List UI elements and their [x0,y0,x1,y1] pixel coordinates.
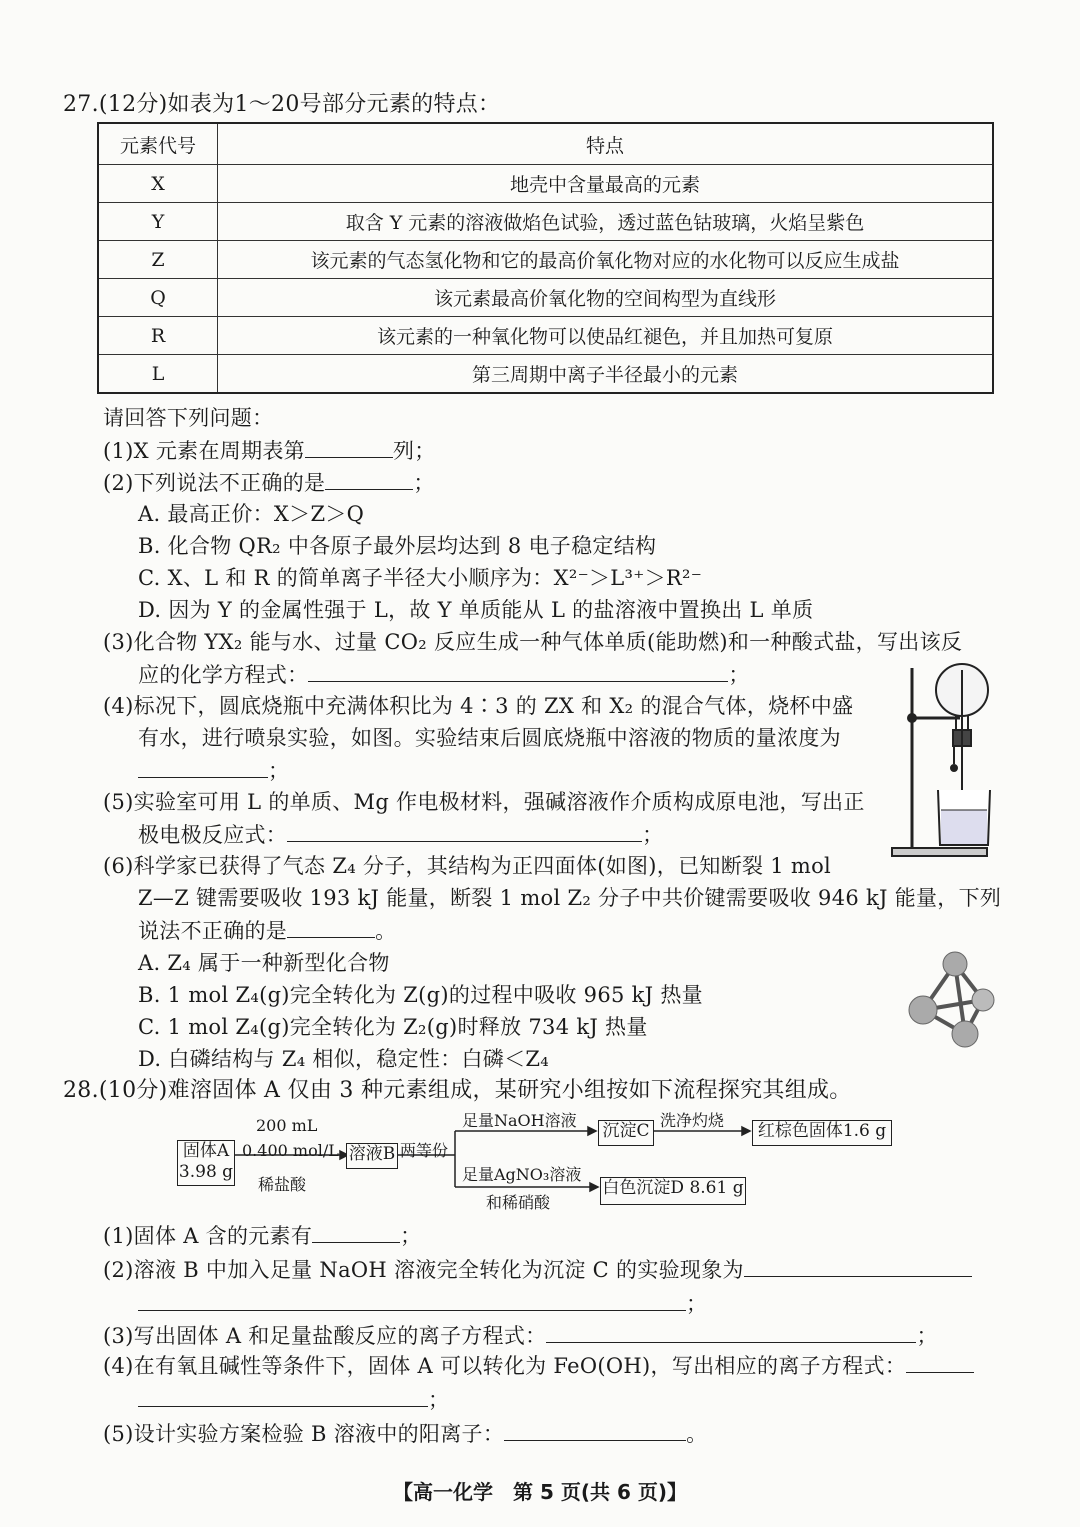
table-cell: L [98,355,218,394]
table-row [98,165,993,203]
q27-part1: (1)X 元素在周期表第 列； [103,439,436,463]
q28-part3: (3)写出固体 A 和足量盐酸反应的离子方程式： ； [103,1324,938,1348]
q28-part1: (1)固体 A 含的元素有 ； [103,1224,422,1248]
flow-box-solid-a: 固体A 3.98 g [177,1140,235,1186]
answer-blank[interactable] [138,1290,686,1311]
answer-blank[interactable] [312,1222,400,1243]
q27-part4-line3: ； [138,757,289,784]
q27-part3-line2: 应的化学方程式： ； [138,663,750,687]
q27-part6-line1: (6)科学家已获得了气态 Z₄ 分子，其结构为正四面体(如图)，已知断裂 1 mol [103,854,832,878]
flow-label-nitric: 和稀硝酸 [486,1193,551,1212]
q28-header: 28.(10分)难溶固体 A 仅由 3 种元素组成，某研究小组按如下流程探究其组成。 [63,1078,852,1103]
answer-blank[interactable] [308,661,728,682]
q27-part4-line2: 有水，进行喷泉实验，如图。实验结束后圆底烧瓶中溶液的物质的量浓度为 [138,726,841,750]
q27-header: 27.(12分)如表为1～20号部分元素的特点： [63,92,501,117]
element-table [97,122,994,394]
flow-box-red-solid: 红棕色固体1.6 g [752,1120,892,1146]
answer-blank[interactable] [287,821,642,842]
answer-blank[interactable] [138,1386,428,1407]
q27-part6-line2: Z—Z 键需要吸收 193 kJ 能量，断裂 1 mol Z₂ 分子中共价键需要吸收 946 kJ 能量，下列 [138,886,1002,910]
table-header-cell: 特点 [218,123,994,165]
table-cell: 该元素的一种氧化物可以使品红褪色，并且加热可复原 [218,317,994,355]
table-cell: X [98,165,218,203]
answer-blank[interactable] [504,1420,686,1441]
answer-blank[interactable] [546,1322,916,1343]
flow-label-acid-name: 稀盐酸 [258,1175,307,1194]
answer-blank[interactable] [906,1352,974,1373]
q27-part4-line1: (4)标况下，圆底烧瓶中充满体积比为 4∶3 的 ZX 和 X₂ 的混合气体，烧杯中盛 [103,694,854,718]
table-cell: 地壳中含量最高的元素 [218,165,994,203]
answer-blank[interactable] [287,917,375,938]
table-cell: 该元素的气态氢化物和它的最高价氧化物对应的水化物可以反应生成盐 [218,241,994,279]
table-cell: R [98,317,218,355]
q27-prompt: 请回答下列问题： [103,406,274,430]
table-row [98,241,993,279]
answer-blank[interactable] [744,1256,972,1277]
answer-blank[interactable] [305,437,393,458]
q27-part5-line2: 极电极反应式： ； [138,823,664,847]
table-row [98,203,993,241]
q27-p6-option-b: B. 1 mol Z₄(g)完全转化为 Z(g)的过程中吸收 965 kJ 热量 [138,983,703,1007]
page-footer: 【高一化学 第 5 页(共 6 页)】 [393,1480,687,1504]
q28-part2-line2: ； [138,1290,707,1317]
table-header-row [98,123,993,165]
q28-part4-line2: ； [138,1386,449,1413]
answer-blank[interactable] [138,757,268,778]
flow-label-split: 两等份 [400,1141,449,1160]
flow-box-solution-b: 溶液B [346,1143,398,1169]
table-cell: Q [98,279,218,317]
answer-blank[interactable] [325,469,413,490]
table-cell: Y [98,203,218,241]
table-cell: 该元素最高价氧化物的空间构型为直线形 [218,279,994,317]
flow-box-precipitate-c: 沉淀C [598,1120,654,1146]
q27-p6-option-a: A. Z₄ 属于一种新型化合物 [138,951,390,975]
q28-part5: (5)设计实验方案检验 B 溶液中的阳离子： 。 [103,1422,708,1446]
flow-label-agno3: 足量AgNO₃溶液 [462,1165,582,1184]
q27-p2-option-a: A. 最高正价：X＞Z＞Q [138,502,365,526]
q27-part5-line1: (5)实验室可用 L 的单质、Mg 作电极材料，强碱溶液作介质构成原电池，写出正 [103,790,865,814]
q27-p2-option-b: B. 化合物 QR₂ 中各原子最外层均达到 8 电子稳定结构 [138,534,657,558]
fountain-apparatus-figure [890,660,1000,860]
tetrahedron-molecule-figure [905,950,1005,1050]
flow-label-acid-conc: 0.400 mol/L [242,1141,339,1160]
q28-part4-line1: (4)在有氧且碱性等条件下，固体 A 可以转化为 FeO(OH)，写出相应的离子方程式： [103,1352,974,1379]
q27-p6-option-c: C. 1 mol Z₄(g)完全转化为 Z₂(g)时释放 734 kJ 热量 [138,1015,648,1039]
flow-label-acid-volume: 200 mL [256,1116,318,1135]
flow-label-burn: 洗净灼烧 [660,1111,725,1130]
q27-p2-option-c: C. X、L 和 R 的简单离子半径大小顺序为：X²⁻＞L³⁺＞R²⁻ [138,566,703,590]
table-cell: 取含 Y 元素的溶液做焰色试验，透过蓝色钴玻璃，火焰呈紫色 [218,203,994,241]
table-header-cell: 元素代号 [98,123,218,165]
table-row [98,355,993,394]
table-row [98,317,993,355]
q28-part2-line1: (2)溶液 B 中加入足量 NaOH 溶液完全转化为沉淀 C 的实验现象为 [103,1256,972,1283]
q27-p6-option-d: D. 白磷结构与 Z₄ 相似，稳定性：白磷＜Z₄ [138,1047,550,1071]
flow-box-white-precipitate: 白色沉淀D 8.61 g [600,1177,746,1205]
q27-p2-option-d: D. 因为 Y 的金属性强于 L，故 Y 单质能从 L 的盐溶液中置换出 L 单质 [138,598,814,622]
q27-part3-line1: (3)化合物 YX₂ 能与水、过量 CO₂ 反应生成一种气体单质(能助燃)和一种酸式盐，写出该反 [103,630,963,654]
q27-part6-line3: 说法不正确的是 。 [138,919,397,943]
table-row [98,279,993,317]
flow-label-naoh: 足量NaOH溶液 [462,1111,577,1130]
q27-part2: (2)下列说法不正确的是 ； [103,471,435,495]
table-cell: 第三周期中离子半径最小的元素 [218,355,994,394]
table-cell: Z [98,241,218,279]
